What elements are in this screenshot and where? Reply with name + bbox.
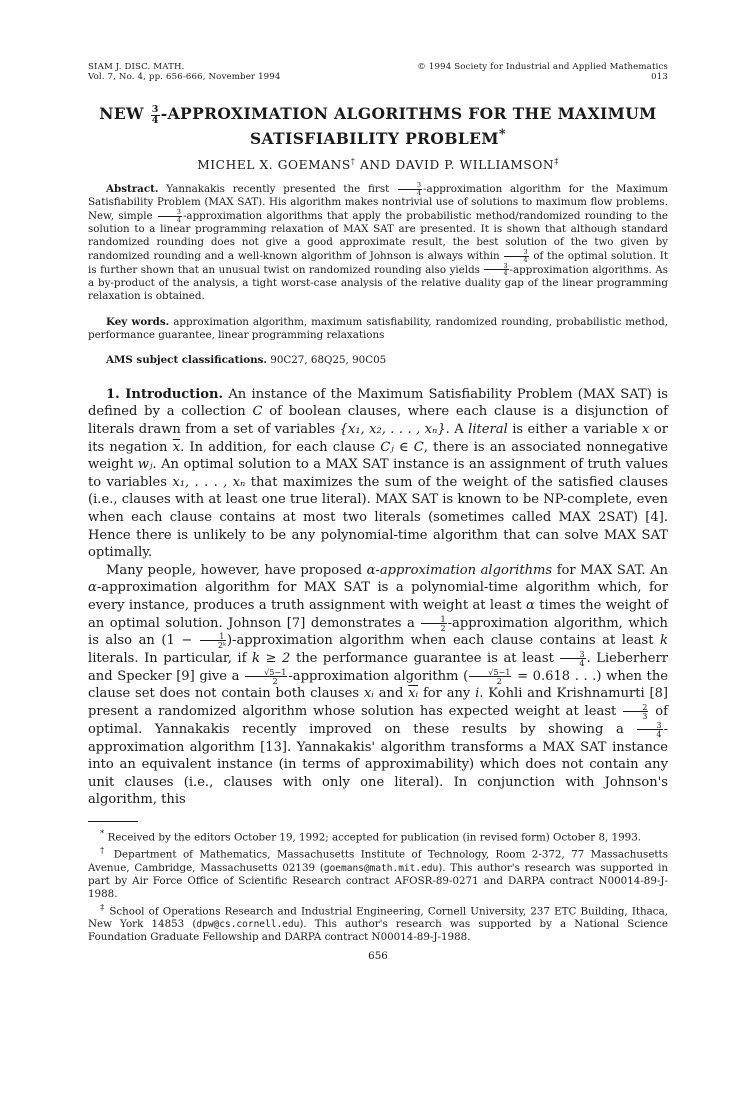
email-goemans[interactable]: goemans@math.mit.edu bbox=[323, 862, 439, 874]
article-number: 013 bbox=[651, 72, 668, 82]
author-mark-dagger: † bbox=[350, 157, 356, 167]
page-number: 656 bbox=[368, 950, 388, 963]
journal-info bbox=[88, 62, 281, 82]
author-mark-ddagger: ‡ bbox=[554, 157, 559, 167]
section-heading: 1. Introduction. bbox=[106, 386, 224, 402]
ams-label: AMS subject classifications. bbox=[106, 353, 267, 366]
ams-text: 90C27, 68Q25, 90C05 bbox=[270, 353, 387, 366]
journal-name: SIAM J. DISC. MATH. bbox=[88, 62, 185, 72]
author-goemans: MICHEL X. GOEMANS bbox=[197, 158, 351, 173]
copyright-info bbox=[417, 62, 668, 82]
frac-3-4: $\frac{3}{4}$ bbox=[398, 182, 422, 196]
title-footnote-mark: * bbox=[498, 127, 507, 143]
author-list bbox=[88, 157, 668, 172]
footnote-rule bbox=[88, 821, 138, 822]
intro-paragraph-1: 1. Introduction. An instance of the Maximum Satisfiability Problem (MAX SAT) is defined by a collection C of boolean clauses, where each clause is a disjunction of literals drawn from a set of variables {x₁, x₂, . . . , xₙ}. A literal is either a variable x or its negation $\overline{x}$. In addition, for each clause Cⱼ ∈ C, there is an associated nonnegative weight wⱼ. An optimal solution to a MAX SAT instance is an assignment of truth values to variables x₁, . . . , xₙ that maximizes the sum of the weight of the satisfied clauses (i.e., clauses with at least one true literal). MAX SAT is known to be NP-complete, even when each clause contains at most two literals (sometimes called MAX 2SAT) [4]. Hence there is unlikely to be any polynomial-time algorithm that can solve MAX SAT optimally. bbox=[88, 386, 668, 561]
frac-sqrt5: $\frac{√5-1}{2}$ bbox=[245, 668, 287, 685]
footnote-goemans: † Department of Mathematics, Massachusetts Institute of Technology, Room 2-372, 77 Massachusetts Avenue, Cambridge, Massachusetts 02139 (goemans@math.mit.edu). This author's research was supported in part by Air Force Office of Scientific Research contract AFOSR-89-0271 and DARPA contract N00014-89-J-1988. bbox=[88, 846, 668, 900]
frac-3-4: $\frac{3}{4}$ bbox=[158, 209, 182, 223]
frac-1-2: $\frac{1}{2}$ bbox=[421, 615, 446, 632]
footnote-received: * Received by the editors October 19, 1992; accepted for publication (in revised form) October 8, 1993. bbox=[100, 828, 642, 844]
keywords bbox=[88, 316, 668, 342]
title-pre: NEW bbox=[99, 104, 144, 123]
running-header bbox=[88, 62, 668, 82]
abstract: Abstract. Yannakakis recently presented the first $\frac{3}{4}$ -approximation algorithm for the Maximum Satisfiability Problem (MAX SAT). His algorithm makes nontrivial use of solutions to maximum flow problems. New, simple $\frac{3}{4}$ -approximation algorithms that apply the probabilistic method/randomized rounding to the solution to a linear programming relaxation of MAX SAT are presented. It is shown that although standard randomized rounding does not give a good approximate result, the best solution of the two given by randomized rounding and a well-known algorithm of Johnson is always within $\frac{3}{4}$ of the optimal solution. It is further shown that an unusual twist on randomized rounding also yields $\frac{3}{4}$ -approximation algorithms. As a by-product of the analysis, a tight worst-case analysis of the relative duality gap of the linear programming relaxation is obtained. bbox=[88, 181, 669, 302]
authors-and: AND bbox=[359, 158, 391, 173]
frac-3-4: $\frac{3}{4}$ bbox=[504, 249, 528, 263]
paper-title bbox=[88, 104, 668, 148]
frac-3-4: $\frac{3}{4}$ bbox=[560, 650, 585, 667]
paper-page bbox=[88, 62, 668, 962]
ams-classifications bbox=[88, 354, 668, 367]
keywords-label: Key words. bbox=[106, 315, 170, 328]
keywords-text: approximation algorithm, maximum satisfiability, randomized rounding, probabilistic method, performance guarantee, linear programming relaxations bbox=[88, 315, 668, 341]
footnote-williamson: ‡ School of Operations Research and Industrial Engineering, Cornell University, 237 ETC Building, Ithaca, New York 14853 (dpw@cs.cornell.edu). This author's research was supported by a National Science Foundation Graduate Fellowship and DARPA contract N00014-89-J-1988. bbox=[88, 902, 668, 944]
footnotes bbox=[88, 828, 668, 944]
copyright-line: © 1994 Society for Industrial and Applied Mathematics bbox=[417, 62, 668, 72]
frac-1-2k: $\frac{1}{\text{2ᵏ}}$ bbox=[200, 632, 226, 649]
frac-3-4: $\frac{3}{4}$ bbox=[484, 263, 508, 277]
title-fraction: $\frac{3}{4}$ bbox=[151, 103, 159, 126]
title-line2: SATISFIABILITY PROBLEM bbox=[249, 129, 499, 149]
frac-2-3: $\frac{2}{3}$ bbox=[623, 703, 648, 720]
frac-3-4: $\frac{3}{4}$ bbox=[637, 721, 662, 738]
frac-sqrt5: $\frac{√5-1}{2}$ bbox=[469, 668, 511, 685]
email-williamson[interactable]: dpw@cs.cornell.edu bbox=[196, 919, 300, 931]
volume-info: Vol. 7, No. 4, pp. 656-666, November 1994 bbox=[88, 72, 281, 82]
abstract-label: Abstract. bbox=[106, 183, 159, 196]
introduction-section bbox=[88, 386, 668, 809]
title-line1: -APPROXIMATION ALGORITHMS FOR THE MAXIMUM bbox=[160, 104, 657, 123]
intro-paragraph-2: Many people, however, have proposed α-approximation algorithms for MAX SAT. An α-approximation algorithm for MAX SAT is a polynomial-time algorithm which, for every instance, produces a truth assignment with weight at least α times the weight of an optimal solution. Johnson [7] demonstrates a $\frac{1}{2}$ -approximation algorithm, which is also an (1 − $\frac{1}{\text{2ᵏ}}$ )-approximation algorithm when each clause contains at least k literals. In particular, if k ≥ 2 the performance guarantee is at least $\frac{3}{4}$ . Lieberherr and Specker [9] give a $\frac{√5-1}{2}$ -approximation algorithm ( $\frac{√5-1}{2}$ = 0.618 . . .) when the clause set does not contain both clauses xᵢ and $\overline{xᵢ}$ for any i. Kohli and Krishnamurti [8] present a randomized algorithm whose solution has expected weight at least $\frac{2}{3}$ of optimal. Yannakakis recently improved on these results by showing a $\frac{3}{4}$ -approximation algorithm [13]. Yannakakis' algorithm transforms a MAX SAT instance into an equivalent instance (in terms of approximability) which does not contain any unit clauses (i.e., clauses with only one literal). In conjunction with Johnson's algorithm, this bbox=[88, 562, 669, 808]
author-williamson: DAVID P. WILLIAMSON bbox=[395, 158, 555, 173]
